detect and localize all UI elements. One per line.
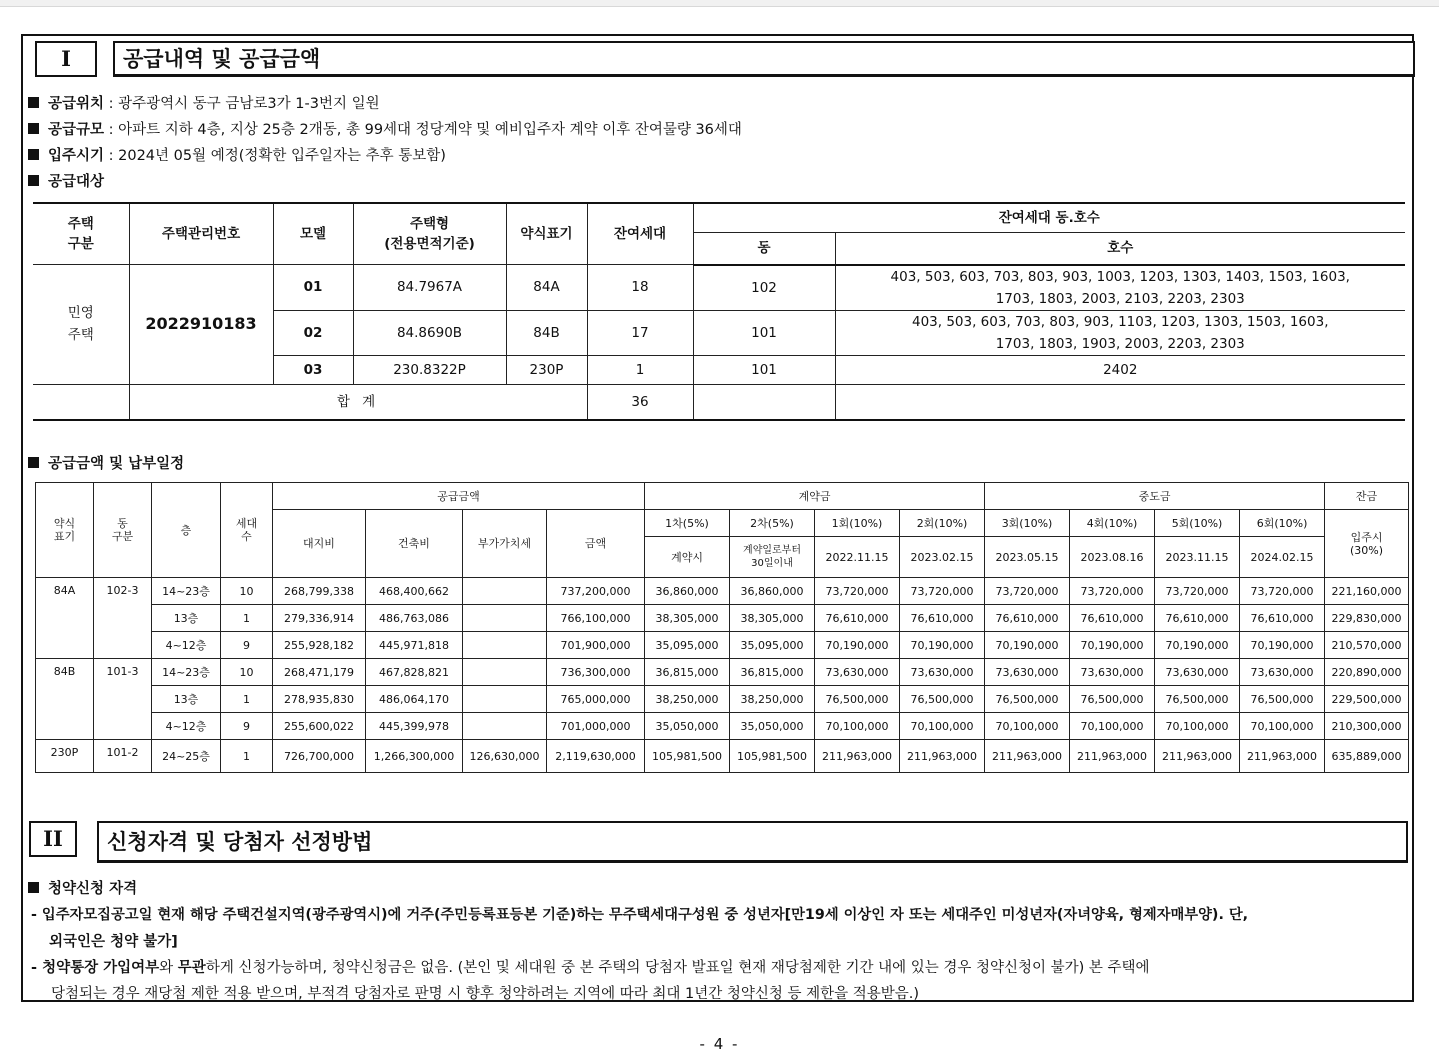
cell-empty — [835, 384, 1405, 420]
cell-type: 민영 주택 — [33, 265, 129, 385]
cell-m3: 73,630,000 — [985, 659, 1070, 686]
cell-vat — [463, 659, 547, 686]
cell-m2: 70,190,000 — [900, 632, 985, 659]
section2-number: II — [29, 821, 77, 857]
cell-remaining: 1 — [587, 355, 693, 384]
cell-vat — [463, 605, 547, 632]
cell-short: 84B — [36, 659, 94, 740]
line3-text-b: 와 — [159, 960, 178, 976]
cell-c2: 35,095,000 — [730, 632, 815, 659]
cell-mgmt-no: 2022910183 — [129, 265, 273, 385]
cell-m4: 73,720,000 — [1070, 578, 1155, 605]
price-table — [35, 482, 1409, 773]
cell-c2: 35,050,000 — [730, 713, 815, 740]
cell-land: 255,600,022 — [273, 713, 366, 740]
cell-land: 268,799,338 — [273, 578, 366, 605]
header-balance: 잔금 — [1325, 483, 1409, 510]
cell-dong: 101 — [693, 355, 835, 384]
header-m2-date: 2023.02.15 — [900, 537, 985, 578]
eligibility-line1: - 입주자모집공고일 현재 해당 주택건설지역(광주광역시)에 거주(주민등록표등본 기준)하는 무주택세대구성원 중 성년자[만19세 이상인 자 또는 세대주인 미성년자(자녀양육, 형제자매부양). 단, — [31, 907, 1249, 923]
cell-m5: 70,100,000 — [1155, 713, 1240, 740]
header-model: 모델 — [273, 203, 353, 265]
line3-bold-a: - 청약통장 가입여부 — [31, 960, 160, 976]
cell-housing-type: 84.7967A — [353, 265, 506, 311]
price-section-label — [28, 452, 184, 473]
cell-m5: 76,610,000 — [1155, 605, 1240, 632]
header-supply: 공급금액 — [273, 483, 645, 510]
cell-building: 445,971,818 — [366, 632, 463, 659]
cell-m6: 73,720,000 — [1240, 578, 1325, 605]
header-m3: 3회(10%) — [985, 510, 1070, 537]
cell-amount: 701,900,000 — [547, 632, 645, 659]
bullet-label: 공급규모 — [48, 122, 105, 138]
header-c2-when: 계약일로부터 30일이내 — [730, 537, 815, 578]
cell-land: 278,935,830 — [273, 686, 366, 713]
cell-ho: 403, 503, 603, 703, 803, 903, 1103, 1203, 1303, 1503, 1603, 1703, 1803, 1903, 2003, 2203, 2303 — [835, 310, 1405, 355]
cell-m6: 76,500,000 — [1240, 686, 1325, 713]
cell-m3: 211,963,000 — [985, 740, 1070, 773]
header-floor: 층 — [152, 483, 221, 578]
cell-m6: 211,963,000 — [1240, 740, 1325, 773]
header-balance-when: 입주시 (30%) — [1325, 510, 1409, 578]
cell-c1: 38,305,000 — [645, 605, 730, 632]
cell-m5: 73,630,000 — [1155, 659, 1240, 686]
section2-header — [29, 821, 1409, 859]
cell-m4: 76,500,000 — [1070, 686, 1155, 713]
cell-m1: 211,963,000 — [815, 740, 900, 773]
cell-building: 486,064,170 — [366, 686, 463, 713]
bullet-text: : 광주광역시 동구 금남로3가 1-3번지 일원 — [104, 96, 380, 112]
cell-land: 279,336,914 — [273, 605, 366, 632]
cell-c1: 105,981,500 — [645, 740, 730, 773]
bullet-label: 공급위치 — [48, 96, 105, 112]
header-m6-date: 2024.02.15 — [1240, 537, 1325, 578]
cell-dong: 101-3 — [94, 659, 152, 740]
cell-m3: 73,720,000 — [985, 578, 1070, 605]
cell-model: 01 — [273, 265, 353, 311]
cell-short: 84A — [36, 578, 94, 659]
cell-dong: 102 — [693, 265, 835, 311]
cell-m3: 76,610,000 — [985, 605, 1070, 632]
cell-land: 255,928,182 — [273, 632, 366, 659]
header-remaining: 잔여세대 — [587, 203, 693, 265]
cell-m1: 73,630,000 — [815, 659, 900, 686]
header-m4: 4회(10%) — [1070, 510, 1155, 537]
table-row — [36, 605, 1409, 632]
cell-land: 726,700,000 — [273, 740, 366, 773]
cell-floor: 14~23층 — [152, 659, 221, 686]
bullet-movein — [28, 144, 446, 165]
cell-c2: 36,860,000 — [730, 578, 815, 605]
page-number: - 4 - — [699, 1035, 740, 1053]
header-m4-date: 2023.08.16 — [1070, 537, 1155, 578]
cell-total-value: 36 — [587, 384, 693, 420]
cell-building: 445,399,978 — [366, 713, 463, 740]
cell-empty — [33, 384, 129, 420]
cell-m1: 76,500,000 — [815, 686, 900, 713]
cell-m4: 211,963,000 — [1070, 740, 1155, 773]
price-section-text: 공급금액 및 납부일정 — [48, 456, 185, 472]
header-c1-when: 계약시 — [645, 537, 730, 578]
header-housing-type: 주택형 (전용면적기준) — [353, 203, 506, 265]
cell-model: 03 — [273, 355, 353, 384]
bullet-text: : 아파트 지하 4층, 지상 25층 2개동, 총 99세대 정당계약 및 예비입주자 계약 이후 잔여물량 36세대 — [104, 122, 742, 138]
cell-floor: 14~23층 — [152, 578, 221, 605]
cell-m6: 70,100,000 — [1240, 713, 1325, 740]
eligibility-line4: 당첨되는 경우 재당첨 제한 적용 받으며, 부적격 당첨자로 판명 시 향후 청약하려는 지역에 따라 최대 1년간 청약신청 등 제한을 적용받음.) — [51, 986, 920, 1002]
bullet-scale — [28, 118, 742, 139]
cell-short: 84B — [506, 310, 587, 355]
cell-floor: 4~12층 — [152, 632, 221, 659]
table-row — [36, 578, 1409, 605]
cell-total-label: 합 계 — [129, 384, 587, 420]
bullet-label: 공급대상 — [48, 174, 105, 190]
section1-number: I — [35, 41, 97, 77]
cell-c2: 38,250,000 — [730, 686, 815, 713]
cell-c1: 36,815,000 — [645, 659, 730, 686]
cell-short: 230P — [36, 740, 94, 773]
cell-housing-type: 84.8690B — [353, 310, 506, 355]
cell-units: 9 — [221, 713, 273, 740]
cell-building: 468,400,662 — [366, 578, 463, 605]
header-dong: 동 구분 — [94, 483, 152, 578]
cell-m2: 70,100,000 — [900, 713, 985, 740]
header-c2: 2차(5%) — [730, 510, 815, 537]
header-dong: 동 — [693, 233, 835, 265]
cell-building: 467,828,821 — [366, 659, 463, 686]
cell-m2: 76,610,000 — [900, 605, 985, 632]
cell-building: 1,266,300,000 — [366, 740, 463, 773]
header-m2: 2회(10%) — [900, 510, 985, 537]
cell-floor: 13층 — [152, 686, 221, 713]
cell-housing-type: 230.8322P — [353, 355, 506, 384]
table-row — [36, 632, 1409, 659]
cell-dong: 101 — [693, 310, 835, 355]
cell-dong: 102-3 — [94, 578, 152, 659]
cell-bal: 221,160,000 — [1325, 578, 1409, 605]
bullet-eligibility-label: 청약신청 자격 — [48, 881, 138, 897]
cell-m5: 70,190,000 — [1155, 632, 1240, 659]
header-mgmt-no: 주택관리번호 — [129, 203, 273, 265]
header-c1: 1차(5%) — [645, 510, 730, 537]
bullet-label: 입주시기 — [48, 148, 105, 164]
cell-units: 10 — [221, 578, 273, 605]
cell-empty — [693, 384, 835, 420]
header-type: 주택 구분 — [33, 203, 129, 265]
line3-bold-c: 무관 — [177, 960, 206, 976]
cell-m6: 73,630,000 — [1240, 659, 1325, 686]
section2-title: 신청자격 및 당첨자 선정방법 — [97, 821, 1408, 863]
cell-ho: 2402 — [835, 355, 1405, 384]
cell-floor: 13층 — [152, 605, 221, 632]
cell-m3: 70,190,000 — [985, 632, 1070, 659]
header-ho: 호수 — [835, 233, 1405, 265]
cell-vat — [463, 632, 547, 659]
top-border — [0, 0, 1439, 7]
header-m3-date: 2023.05.15 — [985, 537, 1070, 578]
table-row — [36, 659, 1409, 686]
header-m6: 6회(10%) — [1240, 510, 1325, 537]
header-short: 약식표기 — [506, 203, 587, 265]
section1-title: 공급내역 및 공급금액 — [113, 41, 1415, 77]
header-mid: 중도금 — [985, 483, 1325, 510]
header-contract: 계약금 — [645, 483, 985, 510]
cell-units: 1 — [221, 686, 273, 713]
header-m1-date: 2022.11.15 — [815, 537, 900, 578]
header-m1: 1회(10%) — [815, 510, 900, 537]
cell-amount: 2,119,630,000 — [547, 740, 645, 773]
cell-building: 486,763,086 — [366, 605, 463, 632]
cell-remaining: 18 — [587, 265, 693, 311]
cell-land: 268,471,179 — [273, 659, 366, 686]
cell-m3: 76,500,000 — [985, 686, 1070, 713]
line3-text-d: 하게 신청가능하며, 청약신청금은 없음. (본인 및 세대원 중 본 주택의 당첨자 발표일 현재 재당첨제한 기간 내에 있는 경우 청약신청이 불가) 본 주택에 — [205, 960, 1150, 976]
cell-m4: 76,610,000 — [1070, 605, 1155, 632]
cell-c1: 36,860,000 — [645, 578, 730, 605]
cell-bal: 220,890,000 — [1325, 659, 1409, 686]
header-remaining-units: 잔여세대 동.호수 — [693, 203, 1405, 233]
cell-m1: 70,190,000 — [815, 632, 900, 659]
bullet-target — [28, 170, 104, 191]
cell-short: 84A — [506, 265, 587, 311]
supply-table — [33, 202, 1405, 421]
cell-units: 1 — [221, 605, 273, 632]
header-land: 대지비 — [273, 510, 366, 578]
bullet-eligibility — [28, 877, 137, 898]
cell-m4: 73,630,000 — [1070, 659, 1155, 686]
cell-m4: 70,190,000 — [1070, 632, 1155, 659]
cell-c2: 36,815,000 — [730, 659, 815, 686]
cell-ho: 403, 503, 603, 703, 803, 903, 1003, 1203, 1303, 1403, 1503, 1603, 1703, 1803, 2003, 2103, 2203, 2303 — [835, 265, 1405, 311]
cell-units: 10 — [221, 659, 273, 686]
cell-m4: 70,100,000 — [1070, 713, 1155, 740]
cell-m1: 70,100,000 — [815, 713, 900, 740]
cell-m2: 73,630,000 — [900, 659, 985, 686]
bullet-location — [28, 92, 380, 113]
cell-m5: 76,500,000 — [1155, 686, 1240, 713]
cell-bal: 635,889,000 — [1325, 740, 1409, 773]
cell-c1: 35,095,000 — [645, 632, 730, 659]
cell-m2: 73,720,000 — [900, 578, 985, 605]
cell-units: 9 — [221, 632, 273, 659]
cell-vat — [463, 713, 547, 740]
cell-m6: 70,190,000 — [1240, 632, 1325, 659]
cell-bal: 229,500,000 — [1325, 686, 1409, 713]
cell-m2: 211,963,000 — [900, 740, 985, 773]
cell-c1: 38,250,000 — [645, 686, 730, 713]
cell-bal: 210,300,000 — [1325, 713, 1409, 740]
cell-m2: 76,500,000 — [900, 686, 985, 713]
table-row — [36, 686, 1409, 713]
cell-m6: 76,610,000 — [1240, 605, 1325, 632]
cell-m3: 70,100,000 — [985, 713, 1070, 740]
table-row — [36, 713, 1409, 740]
cell-c2: 38,305,000 — [730, 605, 815, 632]
cell-vat — [463, 578, 547, 605]
cell-c1: 35,050,000 — [645, 713, 730, 740]
header-m5-date: 2023.11.15 — [1155, 537, 1240, 578]
cell-amount: 765,000,000 — [547, 686, 645, 713]
cell-remaining: 17 — [587, 310, 693, 355]
header-short: 약식 표기 — [36, 483, 94, 578]
header-vat: 부가가치세 — [463, 510, 547, 578]
section1-header — [35, 41, 1415, 79]
cell-short: 230P — [506, 355, 587, 384]
header-units: 세대 수 — [221, 483, 273, 578]
eligibility-line2: 외국인은 청약 불가] — [49, 934, 178, 950]
header-m5: 5회(10%) — [1155, 510, 1240, 537]
cell-dong: 101-2 — [94, 740, 152, 773]
price-table-body — [36, 578, 1409, 773]
cell-units: 1 — [221, 740, 273, 773]
cell-amount: 736,300,000 — [547, 659, 645, 686]
cell-m5: 73,720,000 — [1155, 578, 1240, 605]
cell-model: 02 — [273, 310, 353, 355]
bullet-text: : 2024년 05월 예정(정확한 입주일자는 추후 통보함) — [104, 148, 446, 164]
table-row — [36, 740, 1409, 773]
cell-amount: 766,100,000 — [547, 605, 645, 632]
cell-floor: 4~12층 — [152, 713, 221, 740]
cell-m1: 76,610,000 — [815, 605, 900, 632]
cell-bal: 210,570,000 — [1325, 632, 1409, 659]
header-building: 건축비 — [366, 510, 463, 578]
cell-vat: 126,630,000 — [463, 740, 547, 773]
cell-floor: 24~25층 — [152, 740, 221, 773]
cell-bal: 229,830,000 — [1325, 605, 1409, 632]
cell-c2: 105,981,500 — [730, 740, 815, 773]
eligibility-line3 — [31, 956, 1150, 977]
cell-amount: 737,200,000 — [547, 578, 645, 605]
cell-vat — [463, 686, 547, 713]
cell-amount: 701,000,000 — [547, 713, 645, 740]
cell-m5: 211,963,000 — [1155, 740, 1240, 773]
cell-m1: 73,720,000 — [815, 578, 900, 605]
header-amount: 금액 — [547, 510, 645, 578]
